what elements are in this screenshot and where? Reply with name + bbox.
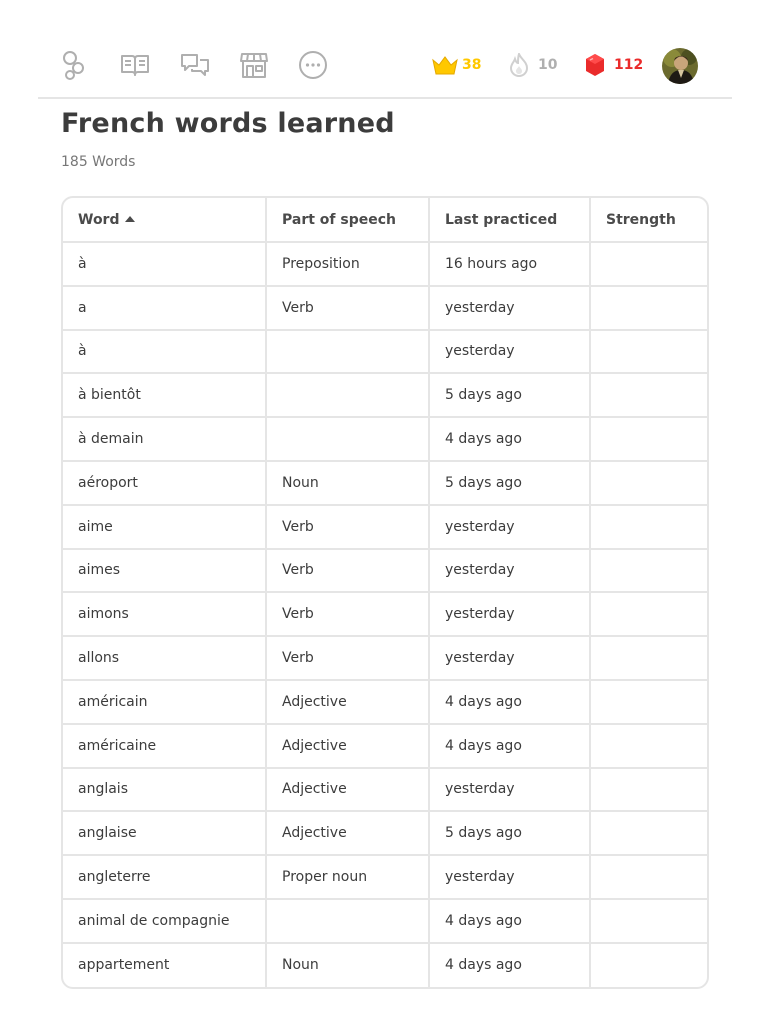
word-cell: anglais — [63, 768, 266, 812]
strength-cell — [590, 899, 709, 943]
part-of-speech-cell — [266, 373, 429, 417]
strength-cell — [590, 461, 709, 505]
last-practiced-cell: yesterday — [429, 855, 590, 899]
part-of-speech-cell — [266, 417, 429, 461]
strength-cell — [590, 242, 709, 286]
word-header-label: Word — [78, 211, 120, 228]
word-cell: à bientôt — [63, 373, 266, 417]
table-row — [63, 286, 709, 330]
top-bar — [38, 0, 732, 99]
crowns-count: 38 — [462, 57, 482, 73]
strength-cell — [590, 811, 709, 855]
word-cell: allons — [63, 636, 266, 680]
word-cell: anglaise — [63, 811, 266, 855]
word-cell: angleterre — [63, 855, 266, 899]
part-of-speech-cell: Adjective — [266, 768, 429, 812]
table-row — [63, 242, 709, 286]
crown-icon — [432, 55, 458, 75]
table-row — [63, 680, 709, 724]
part-of-speech-cell: Verb — [266, 636, 429, 680]
word-cell: aime — [63, 505, 266, 549]
table-header-row — [63, 198, 709, 242]
last-practiced-cell: 4 days ago — [429, 899, 590, 943]
part-of-speech-cell: Verb — [266, 549, 429, 593]
table-row — [63, 417, 709, 461]
sort-ascending-icon — [125, 216, 135, 222]
part-of-speech-cell: Proper noun — [266, 855, 429, 899]
strength-cell — [590, 943, 709, 987]
strength-cell — [590, 768, 709, 812]
word-cell: à demain — [63, 417, 266, 461]
last-practiced-cell: yesterday — [429, 330, 590, 374]
word-count: 185 Words — [61, 154, 136, 170]
strength-cell — [590, 373, 709, 417]
last-practiced-cell: yesterday — [429, 549, 590, 593]
strength-cell — [590, 417, 709, 461]
avatar[interactable] — [662, 48, 698, 84]
strength-cell — [590, 330, 709, 374]
table-row — [63, 505, 709, 549]
part-of-speech-cell — [266, 899, 429, 943]
last-practiced-cell: 5 days ago — [429, 373, 590, 417]
part-of-speech-cell: Noun — [266, 943, 429, 987]
last-practiced-cell: yesterday — [429, 505, 590, 549]
crowns-stat[interactable] — [432, 52, 481, 78]
part-of-speech-cell — [266, 330, 429, 374]
table-row — [63, 592, 709, 636]
strength-cell — [590, 549, 709, 593]
word-cell: a — [63, 286, 266, 330]
last-practiced-cell: 4 days ago — [429, 680, 590, 724]
table-row — [63, 373, 709, 417]
strength-cell — [590, 592, 709, 636]
word-cell: animal de compagnie — [63, 899, 266, 943]
last-practiced-cell: yesterday — [429, 636, 590, 680]
table-row — [63, 461, 709, 505]
word-column-header[interactable] — [63, 198, 266, 242]
word-cell: américaine — [63, 724, 266, 768]
last-practiced-cell: 5 days ago — [429, 461, 590, 505]
part-of-speech-cell: Noun — [266, 461, 429, 505]
strength-cell — [590, 505, 709, 549]
table-row — [63, 636, 709, 680]
strength-cell — [590, 855, 709, 899]
table-row — [63, 549, 709, 593]
strength-cell — [590, 680, 709, 724]
part-of-speech-cell: Adjective — [266, 680, 429, 724]
part-of-speech-column-header[interactable]: Part of speech — [266, 198, 429, 242]
flame-icon — [508, 53, 530, 77]
gem-icon — [584, 53, 606, 77]
last-practiced-cell: 16 hours ago — [429, 242, 590, 286]
part-of-speech-cell: Adjective — [266, 811, 429, 855]
gems-stat[interactable] — [584, 52, 643, 78]
part-of-speech-cell: Verb — [266, 286, 429, 330]
last-practiced-cell: 4 days ago — [429, 724, 590, 768]
part-of-speech-cell: Verb — [266, 592, 429, 636]
word-cell: à — [63, 242, 266, 286]
word-cell: appartement — [63, 943, 266, 987]
part-of-speech-cell: Preposition — [266, 242, 429, 286]
table-row — [63, 330, 709, 374]
last-practiced-cell: yesterday — [429, 768, 590, 812]
strength-column-header[interactable]: Strength — [590, 198, 709, 242]
word-cell: américain — [63, 680, 266, 724]
last-practiced-column-header[interactable]: Last practiced — [429, 198, 590, 242]
last-practiced-cell: 5 days ago — [429, 811, 590, 855]
streak-count: 10 — [538, 57, 558, 73]
strength-cell — [590, 724, 709, 768]
table-row — [63, 724, 709, 768]
part-of-speech-cell: Adjective — [266, 724, 429, 768]
page-title: French words learned — [61, 108, 395, 139]
streak-stat[interactable] — [508, 52, 557, 78]
table-row — [63, 768, 709, 812]
strength-cell — [590, 286, 709, 330]
shop-icon[interactable] — [239, 50, 269, 80]
last-practiced-cell: 4 days ago — [429, 943, 590, 987]
last-practiced-cell: yesterday — [429, 286, 590, 330]
last-practiced-cell: yesterday — [429, 592, 590, 636]
discussion-icon[interactable] — [180, 50, 210, 80]
table-row — [63, 855, 709, 899]
table-row — [63, 943, 709, 987]
gems-count: 112 — [614, 57, 644, 73]
last-practiced-cell: 4 days ago — [429, 417, 590, 461]
learn-icon[interactable] — [60, 50, 90, 80]
part-of-speech-cell: Verb — [266, 505, 429, 549]
table-row — [63, 899, 709, 943]
word-cell: aimons — [63, 592, 266, 636]
words-table — [61, 196, 709, 989]
word-cell: aéroport — [63, 461, 266, 505]
word-cell: aimes — [63, 549, 266, 593]
more-icon[interactable] — [298, 50, 328, 80]
strength-cell — [590, 636, 709, 680]
stories-icon[interactable] — [120, 50, 150, 80]
table-row — [63, 811, 709, 855]
word-cell: à — [63, 330, 266, 374]
